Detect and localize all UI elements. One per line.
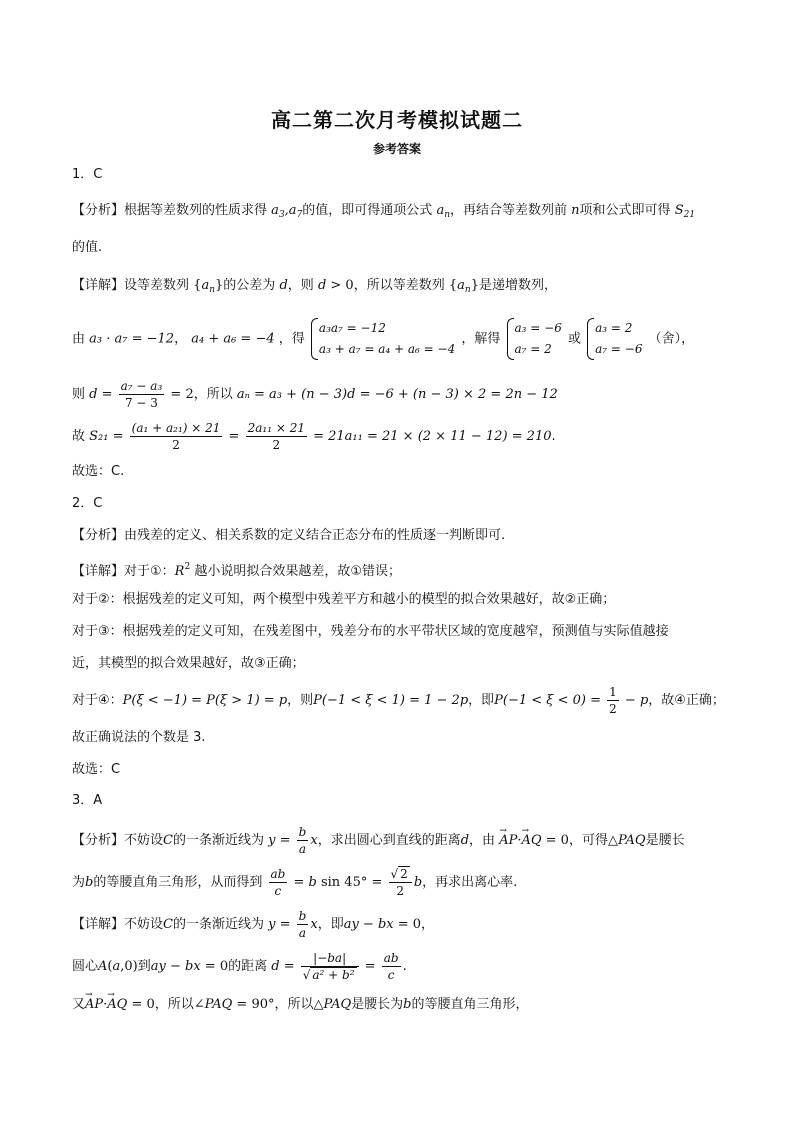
q1-system-line: 由 a₃ · a₇ = −12， a₄ + a₆ = −4 ，得 a₃a₇ = −12 a₃ + a₇ = a₄ + a₆ = −4 ，解得 a₃ = −6 a₇ = 2 或 a₃ = 2 a₇ = −6 （舍）， — [72, 318, 732, 361]
q3-a1-a: 【分析】不妨设 — [72, 833, 164, 848]
q1-s21-den1: 2 — [172, 438, 180, 452]
q1-s21-den2: 2 — [272, 438, 281, 452]
q1-analysis-a: 根据等差数列的性质求得 — [124, 203, 268, 218]
q2-d4-expr2: P(−1 < ξ < 1) = 1 − 2p — [313, 693, 469, 708]
q1-suoyi: ，所以 — [193, 387, 233, 402]
q2-d4-a: 对于④： — [72, 693, 123, 708]
page-title: 高二第二次月考模拟试题二 — [271, 108, 523, 132]
q1-system-2 — [507, 318, 562, 360]
q3-dt3-e: 的等腰直角三角形， — [411, 997, 529, 1012]
q1-an-expr: aₙ = a₃ + (n − 3)d = −6 + (n − 3) × 2 = 2n − 12 — [236, 387, 558, 402]
q1-d-den: 7 − 3 — [124, 396, 158, 410]
q2-half-num: 1 — [609, 685, 617, 699]
q3-dt3-b: ，所以 — [154, 997, 194, 1012]
q2-choice: 故选：C — [72, 762, 121, 777]
q1-analysis-b: 的值，即可得通项公式 — [302, 203, 433, 218]
page-subtitle: 参考答案 — [372, 142, 421, 156]
q3-detail-1: 【详解】不妨设C的一条渐近线为 y = $\frac{b}{a}$ x，即ay − bx = 0， — [72, 909, 435, 940]
q1-system-3 — [587, 318, 642, 360]
q3-analysis-1: 【分析】不妨设C的一条渐近线为 y = $\frac{b}{a}$ x，求出圆心到直线的距离d，由 → AP·→ AQ = 0，可得△PAQ是腰长 — [72, 824, 732, 858]
q2-d4-expr4: − p — [624, 693, 649, 708]
q3-detail-2: 圆心A(a,0)到ay − bx = 0的距离 d = $\frac{|-ba|}{\text{√ a² + b²}}$ = $\frac{ab}{c}$ . — [72, 951, 407, 982]
q2-d1-a: 【详解】对于①： — [72, 564, 175, 579]
q2-detail-2: 对于②：根据残差的定义可知，两个模型中残差平方和越小的模型的拟合效果越好，故②正确； — [72, 592, 616, 607]
q3-dt3-a: 又 — [72, 997, 86, 1012]
q1-ze: 则 — [72, 387, 86, 402]
q1-she: （舍）， — [648, 331, 695, 347]
q1-detail: 【详解】设等差数列 $\{a_n\}$的公差为 d，则 d > 0，所以等差数列 $\{a_n\}$是递增数列， — [72, 278, 557, 295]
q1-sys3-row1: a₃ = 2 — [595, 321, 633, 335]
q1-eq2: a₄ + a₆ = −4 — [191, 331, 275, 347]
q3-a1-d: ，由 — [469, 833, 496, 848]
q1-detail-c: ，则 — [287, 278, 314, 293]
q1-s21-tail: = 21a₁₁ = 21 × (2 × 11 − 12) = 210 — [313, 429, 552, 444]
q2-detail-4 — [72, 684, 732, 717]
q3-number: 3．A — [72, 793, 103, 808]
q3-dt2-a: 圆心 — [72, 959, 99, 974]
q3-dt1-c: ，即 — [317, 917, 344, 932]
q1-d-lhs: d = — [89, 387, 113, 402]
q3-a1-e: ，可得 — [568, 833, 608, 848]
q1-s21-line: 故 S₂₁ = $\frac{\text{(a₁ + a₂₁) × 21}}{2}$ = $\frac{\text{2a₁₁ × 21}}{2}$ = 21a₁₁ = 21 × (2 × 11 − 12) = 210. — [72, 421, 556, 452]
q1-analysis-c: ，再结合等差数列前 — [450, 203, 568, 218]
q1-huo: 或 — [568, 331, 582, 347]
q3-detail-3: 又→ AP·→ AQ = 0，所以∠PAQ = 90°，所以△PAQ是腰长为b的等腰直角三角形， — [72, 995, 732, 1015]
q1-detail-d: ，所以等差数列 — [353, 278, 445, 293]
q1-d-rhs: = 2 — [170, 387, 194, 402]
q2-d1-b: 越小说明拟合效果越差，故①错误； — [194, 564, 401, 579]
q2-number: 2．C — [72, 496, 103, 511]
q1-s21-lhs: S₂₁ = — [89, 429, 124, 444]
q2-detail-3b: 近，其模型的拟合效果越好，故③正确； — [72, 656, 305, 671]
q1-detail-e: 是递增数列， — [478, 278, 557, 293]
q3-dt2-c: 的距离 — [228, 959, 268, 974]
q1-sys1-row2: a₃ + a₇ = a₄ + a₆ = −4 — [318, 342, 456, 356]
q1-detail-tag: 【详解】 — [72, 278, 125, 293]
q1-de: ，得 — [278, 331, 305, 347]
q1-sys1-row1: a₃a₇ = −12 — [318, 321, 386, 335]
q1-sys3-row2: a₇ = −6 — [595, 342, 643, 356]
q3-dt3-c: ，所以 — [274, 997, 314, 1012]
q2-analysis: 【分析】由残差的定义、相关系数的定义结合正态分布的性质逐一判断即可. — [72, 528, 506, 543]
q1-eq1: a₃ · a₇ = −12 — [89, 331, 175, 347]
q3-dt1-b: 的一条渐近线为 — [172, 917, 264, 932]
q3-dt1-a: 【详解】不妨设 — [72, 917, 164, 932]
q1-s21-frac2 — [246, 420, 307, 453]
q1-number: 1．C — [72, 167, 103, 182]
q2-d4-c: ，即 — [468, 693, 495, 708]
q2-detail-1: 【详解】对于①：$R^2$ 越小说明拟合效果越差，故①错误； — [72, 562, 401, 579]
q3-dt2-b: 到 — [137, 959, 151, 974]
q2-detail-3a: 对于③：根据残差的定义可知，在残差图中，残差分布的水平带状区域的宽度越窄，预测值与实际值越接 — [72, 624, 669, 639]
q1-d-num: a₇ − a₃ — [120, 379, 163, 393]
q2-d4-expr1: P(ξ < −1) = P(ξ > 1) = p — [122, 693, 288, 708]
q1-s21-frac1 — [130, 420, 223, 453]
q2-count: 故正确说法的个数是 3. — [72, 730, 206, 745]
q1-system-1 — [311, 318, 455, 360]
q1-gu: 故 — [72, 429, 86, 444]
q2-half-den: 2 — [609, 702, 617, 716]
q3-a2-c: ，再求出离心率. — [422, 875, 518, 890]
q3-a1-b: 的一条渐近线为 — [172, 833, 264, 848]
q1-detail-b: 的公差为 — [223, 278, 276, 293]
q3-dt3-d: 是腰长为 — [351, 997, 404, 1012]
q1-analysis-d: 项和公式即可得 — [579, 203, 671, 218]
q1-s21-num2: 2a₁₁ × 21 — [247, 421, 305, 435]
q2-d4-d: ，故④正确； — [648, 693, 725, 708]
q1-analysis-end: 的值. — [72, 240, 103, 255]
q3-a1-f: 是腰长 — [645, 833, 685, 848]
q1-choice: 故选：C. — [72, 464, 125, 479]
q1-d-line — [72, 378, 732, 412]
q1-analysis: 【分析】根据等差数列的性质求得 $a_3,a_7$的值，即可得通项公式 $a_n$，再结合等差数列前 n项和公式即可得 $S_{21}$ — [72, 203, 696, 220]
q1-sys2-row2: a₇ = 2 — [514, 342, 552, 356]
q3-a2-a: 为 — [72, 875, 86, 890]
q1-detail-a: 设等差数列 — [124, 278, 190, 293]
q2-d4-b: ，则 — [287, 693, 314, 708]
q1-jiede: ，解得 — [461, 331, 501, 347]
q2-half-fraction — [607, 684, 619, 717]
q3-a2-b: 的等腰直角三角形，从而得到 — [93, 875, 263, 890]
q1-analysis-tag: 【分析】 — [72, 203, 125, 218]
q1-d-fraction — [119, 378, 165, 411]
q1-sys2-row1: a₃ = −6 — [514, 321, 562, 335]
q3-analysis-2: 为b的等腰直角三角形，从而得到 $\frac{ab}{c}$ = b sin 45° = $\frac{√ 2}{2}$ b，再求出离心率. — [72, 867, 518, 898]
q1-s21-num1: (a₁ + a₂₁) × 21 — [131, 421, 221, 435]
q2-d4-expr3: P(−1 < ξ < 0) = — [494, 693, 601, 708]
q3-a1-c: ，求出圆心到直线的距离 — [317, 833, 461, 848]
q1-you: 由 — [72, 331, 86, 347]
